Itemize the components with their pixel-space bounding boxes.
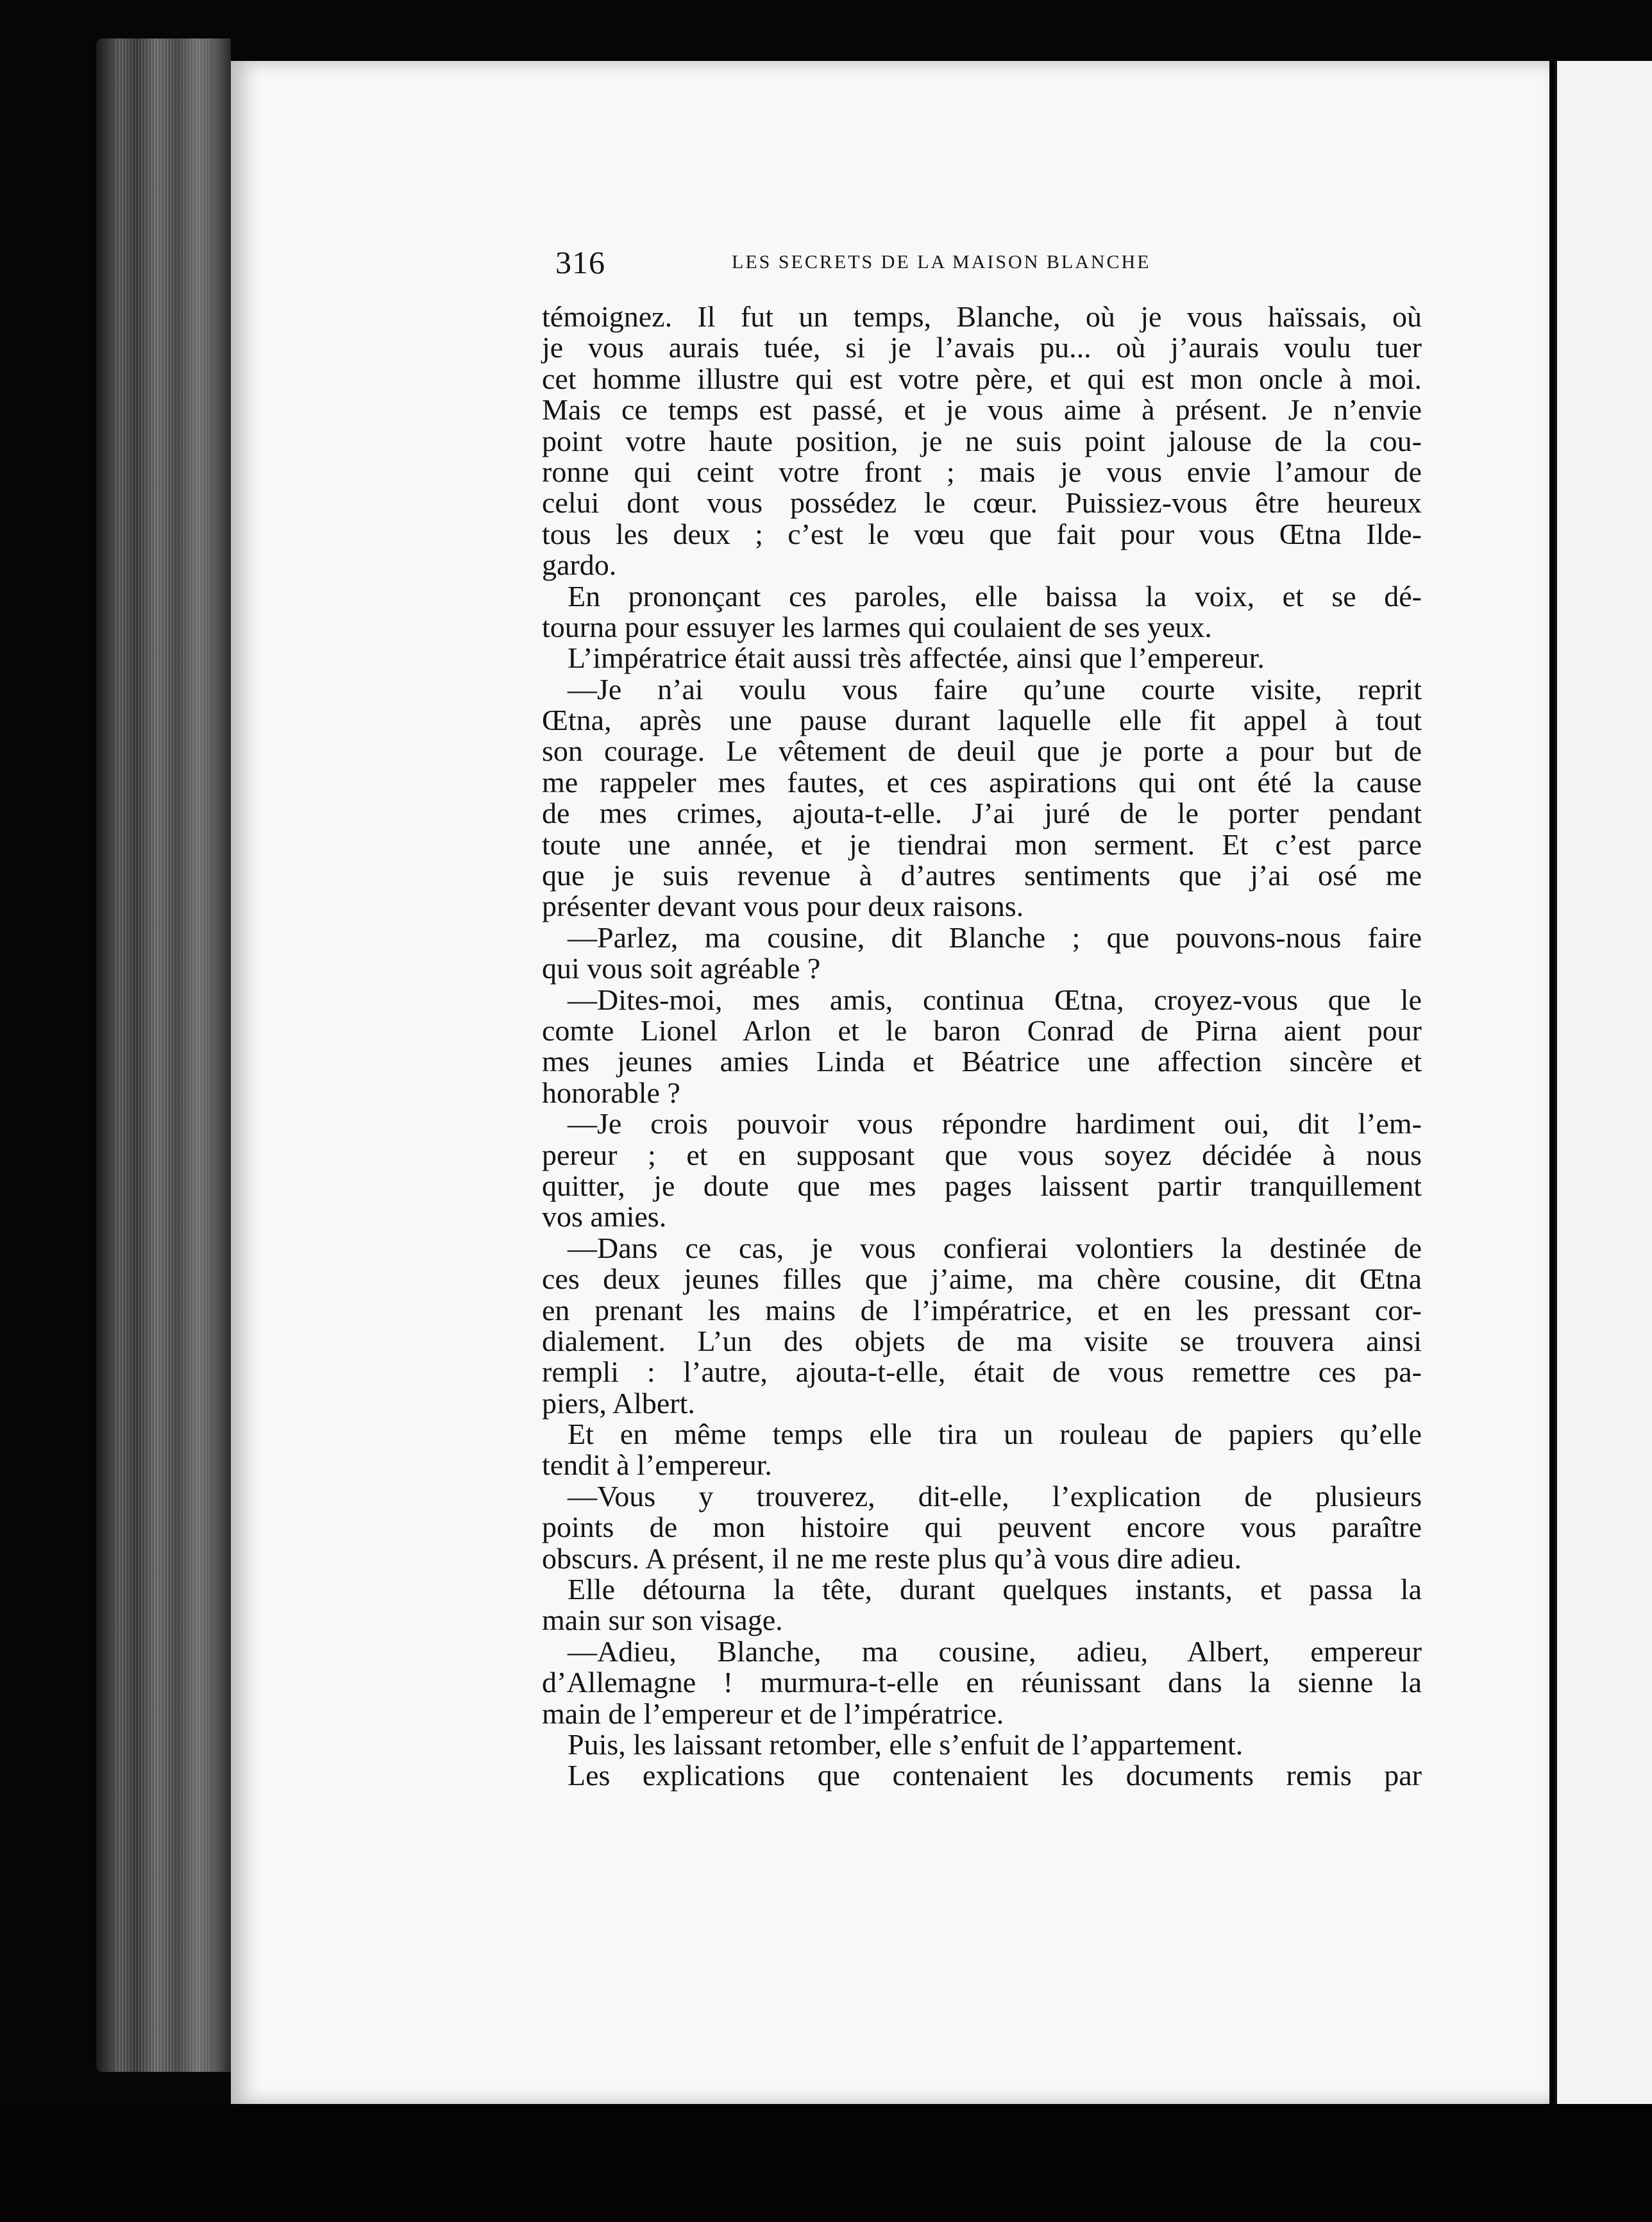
text-line: —Parlez, ma cousine, dit Blanche ; que pouvons-nous faire [568,920,1422,954]
text-line: main sur son visage. [542,1604,783,1637]
text-line: Œtna, après une pause durant laquelle elle fit appel à tout [542,704,1422,737]
text-line: présenter devant vous pour deux raisons. [542,890,1024,923]
text-line: que je suis revenue à d’autres sentiments que j’ai osé me [542,859,1422,892]
text-line: —Vous y trouverez, dit-elle, l’explication de plusieurs [568,1479,1422,1513]
text-line: d’Allemagne ! murmura-t-elle en réunissant dans la sienne la [542,1666,1422,1699]
text-line: rempli : l’autre, ajouta-t-elle, était de vous remettre ces pa- [542,1355,1422,1389]
text-line: dialement. L’un des objets de ma visite se trouvera ainsi [542,1324,1422,1357]
text-line: en prenant les mains de l’impératrice, et en les pressant cor- [542,1293,1422,1327]
scan-bottom-border [0,2104,1652,2222]
text-line: toute une année, et je tiendrai mon serment. Et c’est parce [542,827,1422,861]
text-line: vos amies. [542,1200,667,1234]
text-line: pereur ; et en supposant que vous soyez décidée à nous [542,1138,1422,1171]
text-line: L’impératrice était aussi très affectée, ainsi que l’empereur. [568,641,1265,675]
text-line: Les explications que contenaient les documents remis par [568,1759,1422,1792]
text-line: Mais ce temps est passé, et je vous aime à présent. Je n’envie [542,393,1422,427]
text-line: celui dont vous possédez le cœur. Puissiez-vous être heureux [542,486,1422,520]
text-line: tendit à l’empereur. [542,1448,772,1482]
text-line: cet homme illustre qui est votre père, et qui est mon oncle à moi. [542,362,1422,395]
text-line: —Adieu, Blanche, ma cousine, adieu, Albert, empereur [568,1634,1422,1668]
text-line: —Je n’ai voulu vous faire qu’une courte visite, reprit [568,672,1422,706]
text-line: ces deux jeunes filles que j’aime, ma chère cousine, dit Œtna [542,1262,1422,1296]
text-line: En prononçant ces paroles, elle baissa la voix, et se dé- [568,579,1422,613]
text-line: je vous aurais tuée, si je l’avais pu... où j’aurais voulu tuer [542,331,1422,364]
text-line: qui vous soit agréable ? [542,952,821,985]
text-line: me rappeler mes fautes, et ces aspirations qui ont été la cause [542,765,1422,799]
text-line: point votre haute position, je ne suis point jalouse de la cou- [542,424,1422,457]
facing-page-strip [1557,61,1652,2104]
text-line: points de mon histoire qui peuvent encore vous paraître [542,1511,1422,1544]
text-line: piers, Albert. [542,1386,695,1420]
page-number: 316 [555,244,605,280]
text-line: —Je crois pouvoir vous répondre hardiment oui, dit l’em- [568,1107,1422,1141]
text-line: mes jeunes amies Linda et Béatrice une affection sincère et [542,1045,1422,1078]
text-line: témoignez. Il fut un temps, Blanche, où je vous haïssais, où [542,300,1422,333]
book-spine-edge [96,38,231,2072]
running-head [555,244,1280,282]
body-text [542,301,1422,1792]
text-line: gardo. [542,548,617,582]
text-line: Et en même temps elle tira un rouleau de papiers qu’elle [568,1418,1422,1451]
running-title: LES SECRETS DE LA MAISON BLANCHE [732,251,1151,273]
text-line: comte Lionel Arlon et le baron Conrad de Pirna aient pour [542,1013,1422,1047]
text-line: tous les deux ; c’est le vœu que fait pour vous Œtna Ilde- [542,517,1422,550]
text-line: de mes crimes, ajouta-t-elle. J’ai juré de le porter pendant [542,797,1422,830]
text-line: Puis, les laissant retomber, elle s’enfuit de l’appartement. [568,1727,1243,1761]
text-line: —Dites-moi, mes amis, continua Œtna, croyez-vous que le [568,983,1422,1016]
text-line: son courage. Le vêtement de deuil que je porte a pour but de [542,734,1422,768]
text-line: ronne qui ceint votre front ; mais je vous envie l’amour de [542,455,1422,488]
text-line: main de l’empereur et de l’impératrice. [542,1697,1004,1730]
text-line: Elle détourna la tête, durant quelques instants, et passa la [568,1573,1422,1606]
text-line: honorable ? [542,1076,680,1109]
text-line: quitter, je doute que mes pages laissent partir tranquillement [542,1169,1422,1202]
text-line: —Dans ce cas, je vous confierai volontiers la destinée de [568,1231,1422,1264]
text-line: obscurs. A présent, il ne me reste plus qu’à vous dire adieu. [542,1541,1242,1575]
text-line: tourna pour essuyer les larmes qui coulaient de ses yeux. [542,610,1212,643]
